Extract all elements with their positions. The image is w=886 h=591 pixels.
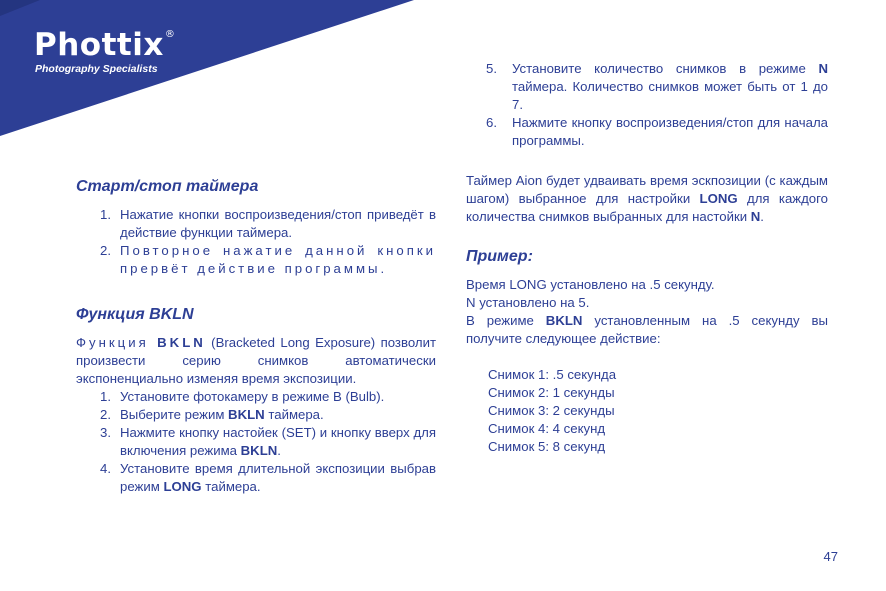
section-title-timer: Старт/стоп таймера bbox=[76, 178, 259, 195]
shot-item: Снимок 4: 4 секунд bbox=[488, 421, 606, 436]
brand-tagline: Photography Specialists bbox=[35, 63, 158, 75]
brand-logo bbox=[34, 27, 176, 63]
example-line-1: Время LONG установлено на .5 секунду. bbox=[466, 277, 715, 292]
example-title: Пример: bbox=[466, 248, 533, 265]
page-number: 47 bbox=[823, 549, 838, 564]
right-column bbox=[466, 60, 828, 456]
shot-item: Снимок 2: 1 секунды bbox=[488, 385, 615, 400]
brand-name: Phottix bbox=[34, 27, 164, 63]
example-line-2: N установлено на 5. bbox=[466, 295, 590, 310]
list-item: 1. Установите фотокамеру в режиме B (Bulb). bbox=[100, 389, 385, 404]
list-item: 6. Нажмите кнопку воспроизведения/стоп для начала программы. bbox=[486, 115, 828, 148]
list-item: 4. Установите время длительной экспозиции выбрав режим LONG таймера. bbox=[100, 461, 436, 494]
list-item: 5. Установите количество снимков в режиме N таймера. Количество снимков может быть от 1 до 7. bbox=[486, 61, 828, 112]
left-column bbox=[76, 176, 436, 496]
doubling-paragraph: Таймер Aion будет удваивать время эскпозиции (с каждым шагом) выбранное для настройки LONG для каждого количества снимков выбранных для настойки N. bbox=[466, 173, 828, 224]
section-title-bkln: Функция BKLN bbox=[76, 306, 194, 323]
list-item: 3. Нажмите кнопку настойек (SET) и кнопку вверх для включения режима BKLN. bbox=[100, 425, 436, 458]
bkln-steps-list bbox=[76, 388, 436, 496]
shot-item: Снимок 3: 2 секунды bbox=[488, 403, 615, 418]
shot-item: Снимок 1: .5 секунда bbox=[488, 367, 617, 382]
registered-mark: ® bbox=[164, 29, 176, 40]
shot-item: Снимок 5: 8 секунд bbox=[488, 439, 606, 454]
list-item: 2. Выберите режим BKLN таймера. bbox=[100, 407, 324, 422]
bkln-intro: Функция BKLN (Bracketed Long Exposure) позволит произвести серию снимков автоматически экспоненциально изменяя время экспозиции. bbox=[76, 335, 436, 386]
example-line-3: В режиме BKLN установленным на .5 секунду вы получите следующее действие: bbox=[466, 313, 828, 346]
list-item: 1. Нажатие кнопки воспроизведения/стоп приведёт в действие функции таймера. bbox=[100, 207, 436, 240]
shots-list bbox=[466, 366, 828, 456]
continued-steps-list bbox=[466, 60, 828, 150]
timer-steps-list bbox=[76, 206, 436, 278]
list-item: 2. Повторное нажатие данной кнопки прервёт действие программы. bbox=[100, 243, 436, 276]
